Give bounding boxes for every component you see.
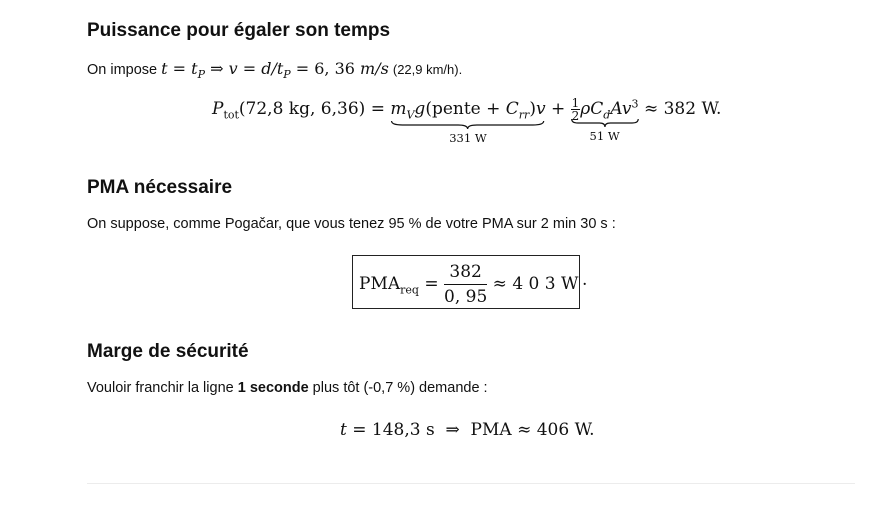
power-result: ≈ 382 W. (643, 99, 722, 119)
brace-label-331: 331 W (449, 131, 487, 145)
pma-trailing-period: . (582, 270, 588, 290)
pma-numerator: 382 (444, 262, 487, 285)
marge-text-prefix: Vouloir franchir la ligne (87, 380, 238, 396)
pma-boxed-equation (352, 255, 580, 309)
power-lhs: $P_{tot}(72,8$ kg, 6,36) = (212, 99, 385, 122)
pma-paragraph: On suppose, comme Pogačar, que vous tenez 95 % de votre PMA sur 2 min 30 s : (87, 216, 616, 232)
section-heading-pma: PMA nécessaire (87, 177, 233, 198)
intro-paragraph (87, 59, 462, 81)
marge-equation: t = 148,3 s ⇒ PMA ≈ 406 W. (340, 420, 595, 440)
plus-sign: + (550, 99, 566, 119)
pma-equation: $PMA_{req}$ = $\frac{382}{0, 95}$ ≈ 4 0 3 W (359, 262, 579, 307)
half-fraction: $\frac{1}{2}$ (571, 96, 580, 123)
marge-text-suffix: plus tôt (-0,7 %) demande : (308, 380, 488, 396)
pma-denominator: 0, 95 (444, 287, 488, 307)
bottom-divider (87, 483, 855, 484)
pma-lhs: PMA (359, 274, 401, 294)
intro-suffix: (22,9 km/h). (392, 62, 463, 77)
pma-result: ≈ 4 0 3 W (492, 274, 579, 294)
underbrace-2 (571, 118, 639, 128)
marge-paragraph (87, 380, 488, 396)
brace-label-51: 51 W (589, 129, 620, 143)
aero-term: $\frac{1}{2}$ $\rho C_dAv^3$ 51 W (571, 96, 639, 143)
section-heading-marge: Marge de sécurité (87, 341, 249, 362)
marge-text-bold: 1 seconde (237, 380, 309, 396)
pma-lhs-sub: req (400, 283, 419, 297)
section-heading-puissance: Puissance pour égaler son temps (87, 20, 391, 41)
power-equation (212, 96, 722, 145)
intro-prefix: On impose (87, 62, 162, 78)
gravity-rolling-term: $m_Vg(pente + C_{rr})v$ 331 W (390, 99, 546, 145)
pma-fraction (444, 262, 487, 307)
underbrace-1 (390, 120, 545, 130)
intro-math: $t = t_P$ ⇒ $v = d/t_P = 6$, 36 m/s (161, 59, 389, 82)
